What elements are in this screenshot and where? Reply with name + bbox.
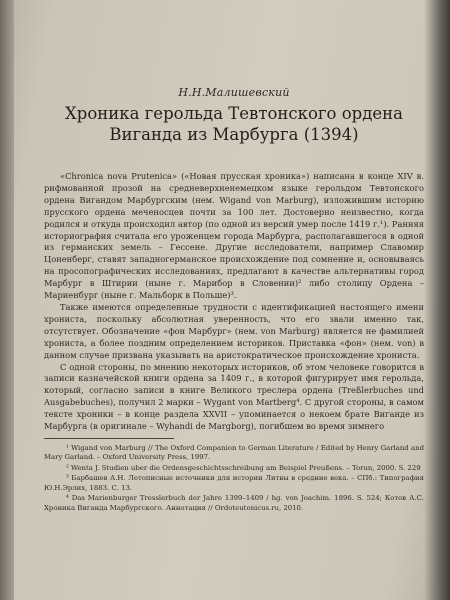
footnote-separator xyxy=(44,438,174,439)
footnote-3: ³ Барбашев А.Н. Летописные источники для истории Литвы в средние века. – СПб.: Типография Ю.Н.Эрлих, 1883. С. 13. xyxy=(44,474,424,492)
footnote-4: ⁴ Das Marienburger Tresslerbuch der Jahre 1399–1409 / hg. von Joachim. 1896. S. 524; Котов А.С. Хроника Виганда Марбургского. Аннотация // Ordoteutonicus.ru, 2010. xyxy=(44,494,424,512)
body-paragraph-2: Также имеются определенные трудности с идентификацией настоящего имени хрониста, поскольку абсолютная уверенность, что его звали именно так, отсутствует. Обозначение «фон Марбург» (нем. von Marburg) является не фамилией хрониста, а более поздним определением историков. Приставка «фон» (нем. von) в данном случае призвана указывать на аристократическое происхождение хрониста. xyxy=(44,301,424,360)
title-line-1: Хроника герольда Тевтонского ордена xyxy=(65,104,403,123)
article-title xyxy=(44,103,424,145)
footnote-2: ² Wenta J. Studien uber die Ordensgeschichtsschreibung am Beispiel Preußens. – Torun, 2000. S. 229 xyxy=(66,463,421,472)
page-right-edge xyxy=(424,0,450,600)
body-paragraph-1: «Chronica nova Prutenica» («Новая прусская хроника») написана в конце XIV в. рифмованной прозой на средневерхненемецком языке герольдом Тевтонского ордена Вигандом Марбургским (нем. Wigand von Marburg), изложившим историю прусского ордена меченосцев почти за 100 лет. Достоверно неизвестно, когда родился и откуда происходил автор (по одной из версий умер после 1419 г.¹). Ранняя историография считала его уроженцем города Марбурга, располагавшегося в одной из германских земель – Гессене. Другие исследователи, например Славомир Цоненберг, ставят западногерманское происхождение под сомнение и, основываясь на просопографических исследованиях, предлагают в качестве альтернативы город Марбург в Штирии (ныне г. Марибор в Словении)² либо столицу Ордена – Мариенбург (ныне г. Мальборк в Польше)³. xyxy=(44,171,424,301)
footnote-1: ¹ Wigand von Marburg // The Oxford Companion to German Literature / Edited by Henry Garland and Mary Garland. – Oxford University Press, 1997. xyxy=(44,443,424,462)
footnotes xyxy=(44,444,424,514)
article-author: Н.Н.Малишевский xyxy=(178,86,290,99)
title-line-2: Виганда из Марбурга (1394) xyxy=(109,125,359,144)
text-column xyxy=(44,86,424,514)
body-paragraph-3: С одной стороны, по мнению некоторых историков, об этом человеке говорится в записи казначейской книги ордена за 1409 г., в которой фигурирует имя герольда, который, согласно записи в книге Великого треслера ордена (Treßlerbuches und Ausgabebuches), получил 2 марки – Wygant von Martberg⁴. С другой стороны, в самом тексте хроники – в конце раздела XXVII – упоминается о некоем брате Виганде из Марбурга (в оригинале – Wyhandi de Margborg), погибшем во время зимнего xyxy=(44,361,424,432)
page-left-shadow xyxy=(0,0,14,600)
